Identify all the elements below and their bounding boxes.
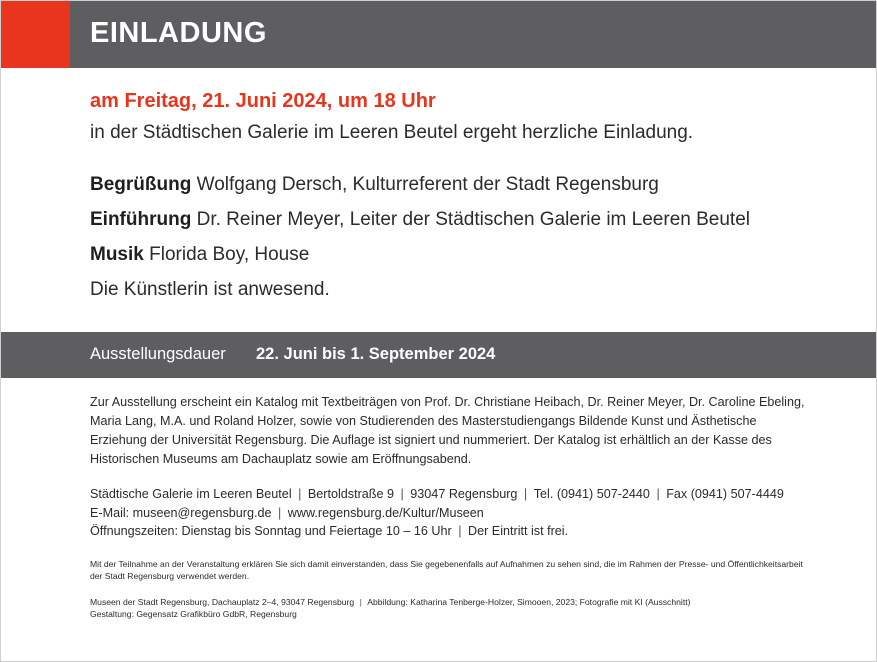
header-accent-block xyxy=(1,1,70,68)
exhibition-label: Ausstellungsdauer xyxy=(90,345,226,363)
street: Bertoldstraße 9 xyxy=(307,487,395,501)
design-credit: Gestaltung: Gegensatz Grafikbüro GdbR, Regensburg xyxy=(90,609,297,619)
city: 93047 Regensburg xyxy=(410,487,518,501)
program-music xyxy=(90,244,309,266)
event-intro: in der Städtischen Galerie im Leeren Beutel ergeht herzliche Einladung. xyxy=(90,122,694,143)
artist-note: Die Künstlerin ist anwesend. xyxy=(90,279,330,300)
program-label: Begrüßung xyxy=(90,174,192,195)
exhibition-dates: 22. Juni bis 1. September 2024 xyxy=(256,345,496,363)
contact-line-hours: Öffnungszeiten: Dienstag bis Sonntag und Feiertage 10 – 16 Uhr | Der Eintritt ist frei. xyxy=(90,524,569,538)
contact-block xyxy=(90,485,830,541)
program-label: Musik xyxy=(90,244,144,265)
program-text: Florida Boy, House xyxy=(149,244,310,265)
program-label: Einführung xyxy=(90,209,192,230)
website-link[interactable]: www.regensburg.de/Kultur/Museen xyxy=(287,505,484,520)
event-date: am Freitag, 21. Juni 2024, um 18 Uhr xyxy=(90,90,436,112)
header-bar xyxy=(1,1,876,68)
contact-line-online: E-Mail: museen@regensburg.de | www.regensburg.de/Kultur/Museen xyxy=(90,505,484,520)
fax: Fax (0941) 507-4449 xyxy=(666,487,784,501)
publisher: Museen der Stadt Regensburg, Dachauplatz 2–4, 93047 Regensburg xyxy=(90,597,355,607)
admission-note: Der Eintritt ist frei. xyxy=(468,524,569,538)
consent-notice: Mit der Teilnahme an der Veranstaltung erklären Sie sich damit einverstanden, dass Sie gegebenenfalls auf Aufnahmen zu sehen sind, die im Rahmen der Presse- und Öffentlichkeitsarbeit der Stadt Regensburg verwendet werden. xyxy=(90,559,803,581)
page-title: EINLADUNG xyxy=(90,17,267,49)
exhibition-duration-band xyxy=(1,332,876,378)
contact-line-address: Städtische Galerie im Leeren Beutel | Bertoldstraße 9 | 93047 Regensburg | Tel. (0941) 507-2440 | Fax (0941) 507-4449 xyxy=(90,487,784,501)
venue-name: Städtische Galerie im Leeren Beutel xyxy=(90,487,292,501)
opening-hours: Öffnungszeiten: Dienstag bis Sonntag und Feiertage 10 – 16 Uhr xyxy=(90,524,452,538)
credits-line: Museen der Stadt Regensburg, Dachauplatz 2–4, 93047 Regensburg | Abbildung: Katharina Tenberge-Holzer, Simooen, 2023; Fotografie mit KI (Ausschnitt) xyxy=(90,597,691,607)
phone: Tel. (0941) 507-2440 xyxy=(533,487,650,501)
program-text: Wolfgang Dersch, Kulturreferent der Stadt Regensburg xyxy=(196,174,659,195)
program-greeting xyxy=(90,174,659,196)
program-introduction xyxy=(90,209,750,231)
program-text: Dr. Reiner Meyer, Leiter der Städtischen Galerie im Leeren Beutel xyxy=(196,209,750,230)
image-credit: Abbildung: Katharina Tenberge-Holzer, Simooen, 2023; Fotografie mit KI (Ausschnitt) xyxy=(367,597,691,607)
email-link[interactable]: E-Mail: museen@regensburg.de xyxy=(90,505,272,520)
catalog-paragraph: Zur Ausstellung erscheint ein Katalog mit Textbeiträgen von Prof. Dr. Christiane Heibach, Dr. Reiner Meyer, Dr. Caroline Ebeling, Maria Lang, M.A. und Roland Holzer, sowie von Studierenden des Masterstudiengangs Bildende Kunst und Ästhetische Erziehung der Universität Regensburg. Die Auflage ist signiert und nummeriert. Der Katalog ist erhältlich an der Kasse des Historischen Museums am Dachauplatz sowie am Eröffnungsabend. xyxy=(90,395,805,466)
credits-block xyxy=(90,596,810,620)
